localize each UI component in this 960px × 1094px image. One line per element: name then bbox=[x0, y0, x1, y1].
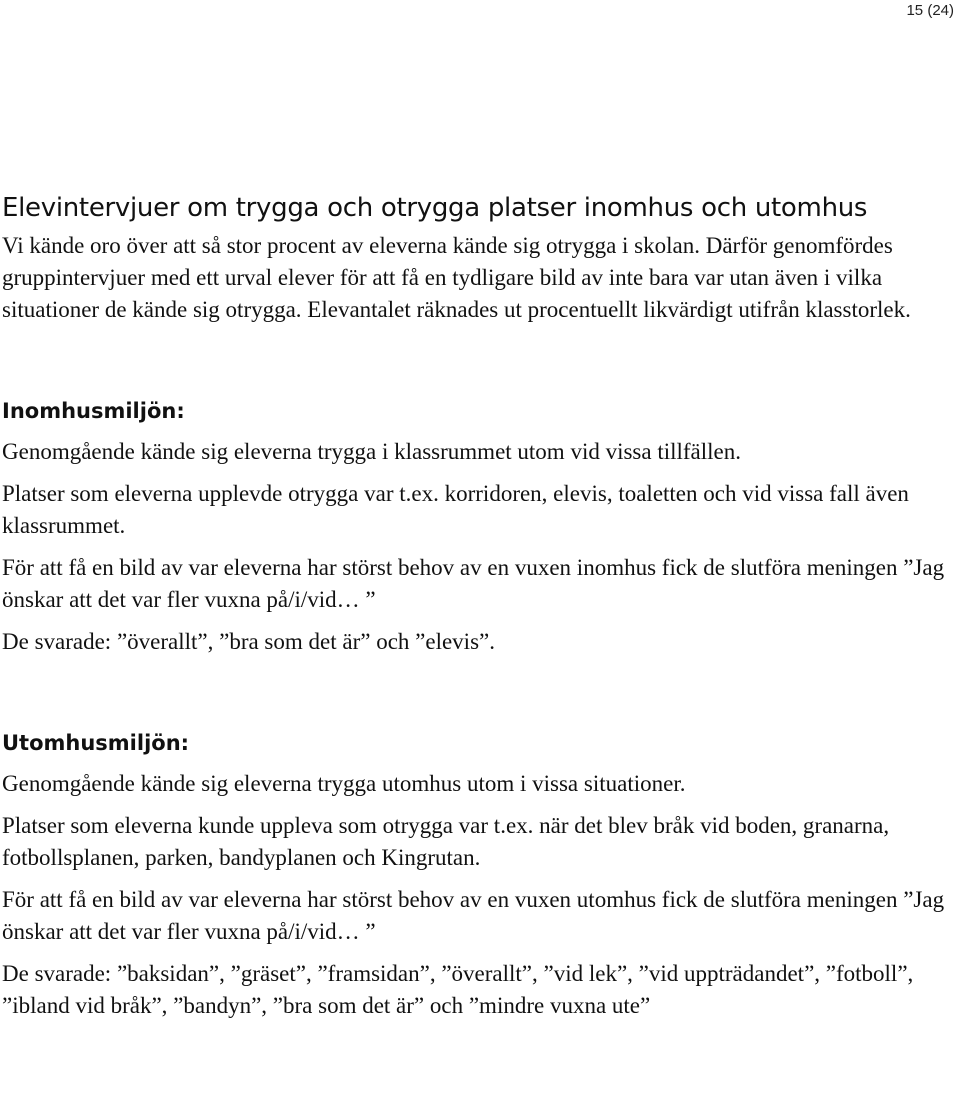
utomhus-paragraph: Platser som eleverna kunde uppleva som otrygga var t.ex. när det blev bråk vid boden, granarna, fotbollsplanen, parken, bandyplanen och Kingrutan. bbox=[2, 813, 890, 870]
page-number: 15 (24) bbox=[906, 2, 954, 19]
intro-paragraph: Vi kände oro över att så stor procent av eleverna kände sig otrygga i skolan. Därför genomfördes gruppintervjuer med ett urval elever för att få en tydligare bild av inte bara var utan även i vilka situationer de kände sig otrygga. Elevantalet räknades ut procentuellt likvärdigt utifrån klasstorlek. bbox=[2, 233, 911, 322]
inomhus-paragraph: För att få en bild av var eleverna har störst behov av en vuxen inomhus fick de slutföra meningen ”Jag önskar att det var fler vuxna på/i/vid… ” bbox=[2, 555, 945, 612]
section-spacer bbox=[2, 668, 954, 726]
inomhus-paragraph: Platser som eleverna upplevde otrygga var t.ex. korridoren, elevis, toaletten och vid vissa fall även klassrummet. bbox=[2, 481, 909, 538]
utomhus-paragraph: För att få en bild av var eleverna har störst behov av en vuxen utomhus fick de slutföra meningen ”Jag önskar att det var fler vuxna på/i/vid… ” bbox=[2, 887, 945, 944]
utomhus-paragraph: De svarade: ”baksidan”, ”gräset”, ”framsidan”, ”överallt”, ”vid lek”, ”vid uppträdandet”, ”fotboll”, ”ibland vid bråk”, ”bandyn”, ”bra som det är” och ”mindre vuxna ute” bbox=[2, 961, 914, 1018]
section-title: Elevintervjuer om trygga och otrygga platser inomhus och utomhus bbox=[2, 193, 868, 223]
inomhus-paragraph: Genomgående kände sig eleverna trygga i klassrummet utom vid vissa tillfällen. bbox=[2, 439, 741, 464]
inomhus-heading: Inomhusmiljön: bbox=[2, 399, 185, 423]
inomhus-paragraph: De svarade: ”överallt”, ”bra som det är” och ”elevis”. bbox=[2, 629, 495, 654]
utomhus-paragraph: Genomgående kände sig eleverna trygga utomhus utom i vissa situationer. bbox=[2, 771, 686, 796]
document-body bbox=[2, 188, 954, 1032]
section-spacer bbox=[2, 326, 954, 394]
utomhus-heading: Utomhusmiljön: bbox=[2, 731, 190, 755]
